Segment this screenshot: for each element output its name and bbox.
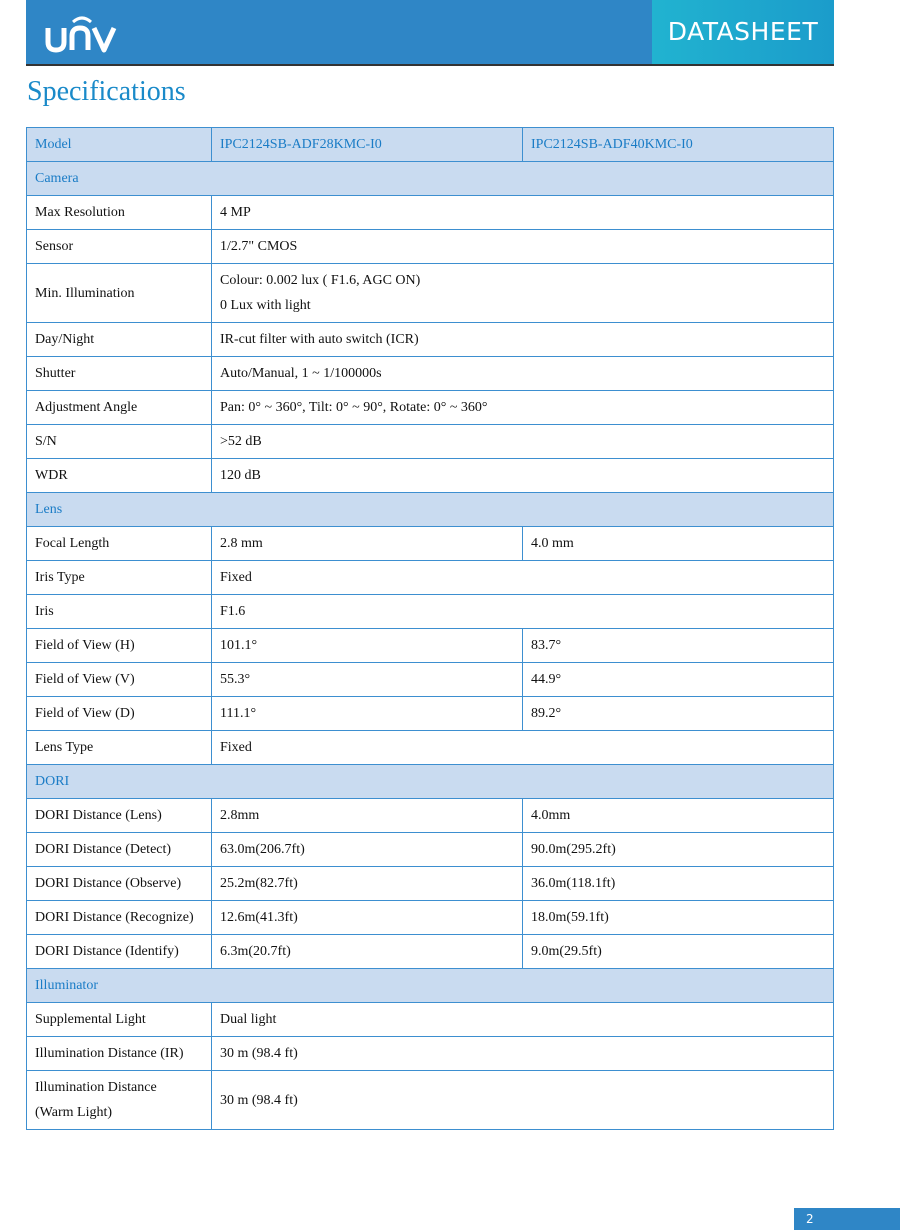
table-row: DORI Distance (Detect) 63.0m(206.7ft) 90.0m(295.2ft)	[27, 833, 834, 867]
table-row: Iris Type Fixed	[27, 561, 834, 595]
page-header	[26, 0, 834, 64]
table-row: Lens Type Fixed	[27, 731, 834, 765]
section-dori: DORI	[27, 765, 834, 799]
table-row: DORI Distance (Recognize) 12.6m(41.3ft) 18.0m(59.1ft)	[27, 901, 834, 935]
table-row: Field of View (V) 55.3° 44.9°	[27, 663, 834, 697]
table-row: DORI Distance (Identify) 6.3m(20.7ft) 9.0m(29.5ft)	[27, 935, 834, 969]
model-row	[27, 128, 834, 162]
table-row: Max Resolution 4 MP	[27, 196, 834, 230]
table-row: Field of View (D) 111.1° 89.2°	[27, 697, 834, 731]
table-row: Shutter Auto/Manual, 1 ~ 1/100000s	[27, 357, 834, 391]
table-row: Illumination Distance (IR) 30 m (98.4 ft)	[27, 1037, 834, 1071]
model-a: IPC2124SB-ADF28KMC-I0	[212, 128, 523, 162]
table-row: Adjustment Angle Pan: 0° ~ 360°, Tilt: 0° ~ 90°, Rotate: 0° ~ 360°	[27, 391, 834, 425]
table-row: Field of View (H) 101.1° 83.7°	[27, 629, 834, 663]
table-row: Focal Length 2.8 mm 4.0 mm	[27, 527, 834, 561]
page-number: 2	[794, 1208, 900, 1230]
section-illuminator: Illuminator	[27, 969, 834, 1003]
table-row: Iris F1.6	[27, 595, 834, 629]
table-row: Sensor 1/2.7" CMOS	[27, 230, 834, 264]
model-label: Model	[27, 128, 212, 162]
table-row: DORI Distance (Lens) 2.8mm 4.0mm	[27, 799, 834, 833]
unv-logo	[42, 8, 122, 58]
model-b: IPC2124SB-ADF40KMC-I0	[523, 128, 834, 162]
table-row: S/N >52 dB	[27, 425, 834, 459]
table-row: Day/Night IR-cut filter with auto switch (ICR)	[27, 323, 834, 357]
spec-table	[26, 127, 834, 1130]
section-lens: Lens	[27, 493, 834, 527]
header-divider	[26, 64, 834, 66]
datasheet-tag: DATASHEET	[652, 0, 834, 64]
table-row: Min. Illumination Colour: 0.002 lux ( F1.6, AGC ON) 0 Lux with light	[27, 264, 834, 323]
table-row: Illumination Distance (Warm Light) 30 m (98.4 ft)	[27, 1071, 834, 1130]
section-camera: Camera	[27, 162, 834, 196]
page-title: Specifications	[27, 76, 186, 107]
table-row: Supplemental Light Dual light	[27, 1003, 834, 1037]
table-row: DORI Distance (Observe) 25.2m(82.7ft) 36.0m(118.1ft)	[27, 867, 834, 901]
table-row: WDR 120 dB	[27, 459, 834, 493]
